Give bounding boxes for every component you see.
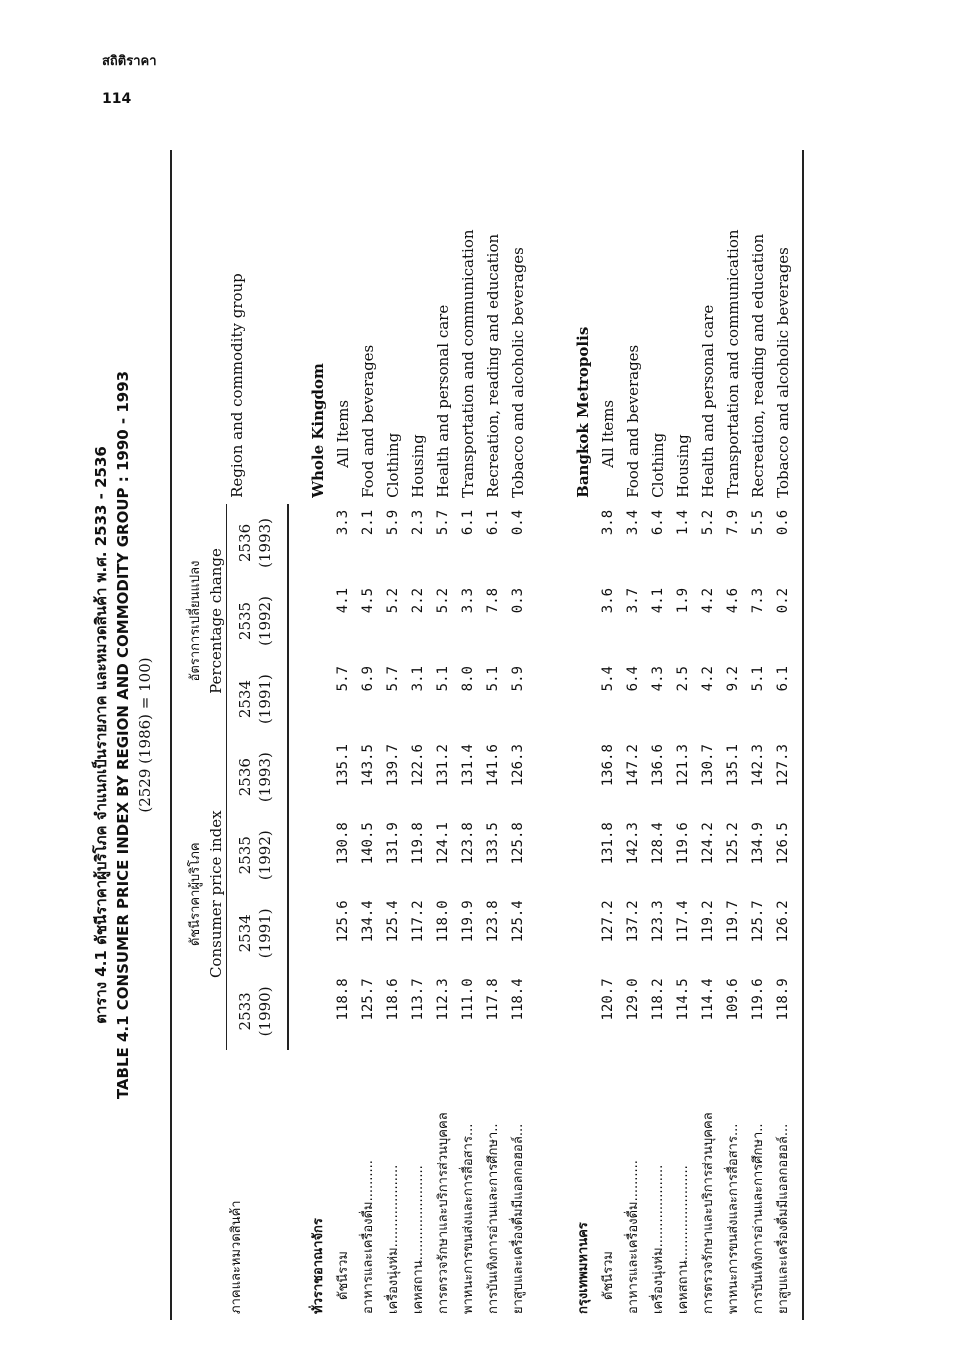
commodity-label-thai: การบันเทิงการอ่านและการศึกษา.. (486, 1123, 501, 1314)
pct-change-value: 0.2 (771, 582, 803, 660)
region-name-thai: กรุงเทพมหานคร (576, 1222, 591, 1314)
year-ce-header: (1991) (255, 894, 288, 972)
cpi-header-english: Consumer price index (207, 810, 225, 979)
commodity-label-english: Health and personal care (434, 304, 452, 498)
commodity-label-thai: พาหนะการขนส่งและการสื่อสาร... (726, 1123, 741, 1314)
cpi-value: 130.7 (700, 744, 716, 787)
pct-change-value: 1.9 (675, 587, 691, 614)
region-name-english: Whole Kingdom (309, 363, 327, 498)
pct-change-value: 5.1 (750, 666, 766, 692)
pct-change-value: 4.1 (650, 587, 666, 614)
cpi-value: 117.2 (410, 900, 426, 943)
cpi-value: 142.3 (750, 744, 766, 787)
page-number: 114 (102, 91, 132, 107)
table-row (381, 150, 406, 1320)
cpi-value: 123.3 (650, 900, 666, 943)
commodity-label-thai: เคหสถาน....................... (676, 1165, 691, 1314)
cpi-value: 117.8 (485, 978, 501, 1021)
table-row (481, 150, 506, 1320)
title-english: TABLE 4.1 CONSUMER PRICE INDEX BY REGION AND COMMODITY GROUP : 1990 - 1993 (114, 370, 132, 1100)
table-row (596, 150, 621, 1320)
year-ce-header: (1993) (255, 504, 288, 582)
cpi-value: 128.4 (650, 822, 666, 865)
year-ce-header: (1992) (255, 582, 288, 660)
pct-change-value: 4.1 (335, 587, 351, 614)
year-be-header: 2535 (236, 601, 254, 641)
pct-change-value: 0.4 (510, 509, 526, 536)
cpi-value: 136.8 (600, 744, 616, 787)
table-row (356, 150, 381, 1320)
pct-change-value: 6.4 (625, 666, 641, 692)
commodity-label-thai: การตรวจรักษาและบริการส่วนบุคคล (701, 1112, 716, 1314)
pct-change-value: 6.9 (360, 666, 376, 692)
table-row (671, 150, 696, 1320)
cpi-value: 134.9 (750, 822, 766, 865)
cpi-value: 119.8 (410, 822, 426, 865)
commodity-label-english: Tobacco and alcoholic beverages (771, 150, 803, 504)
pct-change-value: 5.7 (385, 666, 401, 692)
cpi-value: 147.2 (625, 744, 641, 787)
cpi-value: 131.2 (435, 744, 451, 787)
cpi-group-header (171, 738, 227, 1050)
commodity-label-thai: เครื่องนุ่งห่ม.................... (386, 1164, 401, 1314)
table-row (506, 150, 531, 1320)
year-be-header: 2534 (236, 914, 254, 953)
table-row (406, 150, 431, 1320)
pct-change-value: 3.6 (600, 587, 616, 614)
pct-change-value: 6.1 (771, 660, 803, 738)
pct-change-value: 5.5 (750, 509, 766, 536)
pct-change-value: 7.9 (725, 509, 741, 536)
table-row (431, 150, 456, 1320)
thai-label-header: ภาคและหมวดสินค้า (171, 1050, 288, 1320)
pct-change-value: 3.3 (335, 509, 351, 536)
commodity-label-english: Health and personal care (699, 304, 717, 498)
cpi-value: 141.6 (485, 744, 501, 787)
pct-change-value: 5.9 (510, 666, 526, 692)
pct-change-value: 4.2 (700, 587, 716, 614)
pct-change-value: 7.8 (485, 587, 501, 614)
region-row (553, 150, 596, 1320)
commodity-label-english: Recreation, reading and education (749, 233, 767, 498)
cpi-value: 131.4 (460, 744, 476, 787)
cpi-value: 118.8 (335, 978, 351, 1021)
commodity-label-english: Clothing (384, 432, 402, 498)
pct-change-value: 9.2 (725, 666, 741, 692)
pct-change-value: 5.7 (435, 509, 451, 536)
commodity-label-english: Housing (674, 434, 692, 498)
cpi-value: 130.8 (335, 822, 351, 865)
commodity-label-english: Recreation, reading and education (484, 233, 502, 498)
year-ce-header: (1993) (255, 738, 288, 816)
title-thai: ตาราง 4.1 ดัชนีราคาผู้บริโภค จำแนกเป็นรายภาค และหมวดสินค้า พ.ศ. 2533 - 2536 (92, 446, 110, 1024)
cpi-value: 125.7 (750, 900, 766, 943)
table-row (771, 150, 803, 1320)
cpi-value: 109.6 (725, 978, 741, 1021)
pct-change-value: 3.8 (600, 509, 616, 536)
table-row (456, 150, 481, 1320)
commodity-label-thai: พาหนะการขนส่งและการสื่อสาร... (461, 1123, 476, 1314)
region-name-english: Bangkok Metropolis (574, 326, 592, 498)
commodity-label-thai: อาหารและเครื่องดื่ม.......... (361, 1160, 376, 1314)
cpi-value: 133.5 (485, 822, 501, 865)
cpi-value: 121.3 (675, 744, 691, 787)
cpi-value: 119.6 (750, 978, 766, 1021)
pct-change-value: 5.1 (435, 666, 451, 692)
cpi-value: 126.5 (771, 816, 803, 894)
cpi-value: 122.6 (410, 744, 426, 787)
cpi-value: 113.7 (410, 978, 426, 1021)
cpi-value: 135.1 (725, 744, 741, 787)
table-row (721, 150, 746, 1320)
cpi-value: 118.6 (385, 978, 401, 1021)
pct-change-value: 4.6 (725, 587, 741, 614)
pct-change-value: 0.3 (510, 587, 526, 614)
cpi-value: 123.8 (485, 900, 501, 943)
cpi-value: 120.7 (600, 978, 616, 1021)
commodity-label-thai: ดัชนีรวม (601, 1250, 616, 1300)
pct-change-value: 8.0 (460, 666, 476, 692)
pct-change-value: 3.1 (410, 666, 426, 692)
commodity-label-english: Food and beverages (624, 344, 642, 498)
running-header (102, 50, 157, 107)
commodity-label-english: Tobacco and alcoholic beverages (509, 247, 527, 498)
pct-change-value: 2.5 (675, 666, 691, 692)
cpi-value: 118.2 (650, 978, 666, 1021)
commodity-label-thai: เคหสถาน....................... (411, 1165, 426, 1314)
commodity-label-thai: ยาสูบและเครื่องดื่มมีแอลกอฮอล์... (771, 1050, 803, 1320)
cpi-value: 124.1 (435, 822, 451, 865)
cpi-value: 118.0 (435, 900, 451, 943)
pct-change-value: 3.7 (625, 587, 641, 614)
cpi-value: 112.3 (435, 978, 451, 1021)
cpi-value: 143.5 (360, 744, 376, 787)
cpi-header-thai: ดัชนีราคาผู้บริโภค (188, 842, 203, 947)
commodity-label-english: Transportation and communication (724, 229, 742, 498)
english-label-header: Region and commodity group (171, 150, 288, 504)
year-be-header: 2533 (236, 992, 254, 1031)
cpi-value: 111.0 (460, 978, 476, 1021)
cpi-value: 118.9 (771, 972, 803, 1050)
pct-change-value: 5.7 (335, 666, 351, 692)
pct-change-value: 5.2 (700, 509, 716, 536)
commodity-label-english: All Items (599, 399, 617, 468)
table-row (646, 150, 671, 1320)
cpi-value: 125.4 (510, 900, 526, 943)
pct-change-value: 5.9 (385, 509, 401, 536)
commodity-label-english: Clothing (649, 432, 667, 498)
cpi-value: 126.3 (510, 744, 526, 787)
pct-change-value: 6.1 (485, 509, 501, 536)
table-row (696, 150, 721, 1320)
cpi-value: 123.8 (460, 822, 476, 865)
commodity-label-english: All Items (334, 399, 352, 468)
cpi-value: 134.4 (360, 900, 376, 943)
pct-change-value: 6.4 (650, 509, 666, 536)
cpi-value: 127.3 (771, 738, 803, 816)
year-be-header: 2536 (236, 523, 254, 562)
year-ce-header: (1992) (255, 816, 288, 894)
pct-change-value: 3.3 (460, 587, 476, 614)
cpi-value: 124.2 (700, 822, 716, 865)
commodity-label-english: Transportation and communication (459, 229, 477, 498)
cpi-value: 125.6 (335, 900, 351, 943)
cpi-value: 117.4 (675, 900, 691, 943)
title-base: (2529 (1986) = 100) (136, 657, 154, 813)
table-row (746, 150, 771, 1320)
cpi-value: 114.4 (700, 978, 716, 1021)
table-row (331, 150, 356, 1320)
pct-change-value: 4.2 (700, 666, 716, 692)
pct-change-value: 0.6 (771, 504, 803, 582)
pct-change-value: 2.3 (410, 509, 426, 536)
table-body (288, 150, 803, 1320)
cpi-value: 119.6 (675, 822, 691, 865)
region-spacer (531, 150, 553, 1320)
pct-change-value: 2.2 (410, 587, 426, 614)
pct-group-header (171, 504, 227, 738)
cpi-value: 119.9 (460, 900, 476, 943)
year-be-header: 2534 (236, 679, 254, 719)
cpi-value: 125.2 (725, 822, 741, 865)
pct-change-value: 4.5 (360, 587, 376, 614)
cpi-value: 118.4 (510, 978, 526, 1021)
cpi-value: 136.6 (650, 744, 666, 787)
pct-change-value: 1.4 (675, 509, 691, 536)
table-row (621, 150, 646, 1320)
year-ce-header: (1991) (255, 660, 288, 738)
year-be-header: 2535 (236, 836, 254, 875)
commodity-label-thai: การบันเทิงการอ่านและการศึกษา.. (751, 1123, 766, 1314)
pct-header-thai: อัตราการเปลี่ยนแปลง (188, 560, 203, 682)
cpi-value: 125.7 (360, 978, 376, 1021)
book-title: สถิติราคา (102, 54, 157, 69)
pct-header-english: Percentage change (207, 548, 225, 694)
pct-change-value: 6.1 (460, 509, 476, 536)
cpi-value: 131.8 (600, 822, 616, 865)
region-name-thai: ทั่วราชอาณาจักร (311, 1218, 326, 1314)
cpi-value: 127.2 (600, 900, 616, 943)
pct-change-value: 5.2 (435, 587, 451, 614)
region-row (288, 150, 331, 1320)
cpi-value: 114.5 (675, 978, 691, 1021)
pct-change-value: 2.1 (360, 509, 376, 536)
commodity-label-english: Food and beverages (359, 344, 377, 498)
cpi-value: 125.4 (385, 900, 401, 943)
commodity-label-thai: เครื่องนุ่งห่ม.................... (651, 1164, 666, 1314)
year-ce-header: (1990) (255, 972, 288, 1050)
pct-change-value: 5.2 (385, 587, 401, 614)
pct-change-value: 5.1 (485, 666, 501, 692)
cpi-value: 139.7 (385, 744, 401, 787)
pct-change-value: 7.3 (750, 587, 766, 614)
cpi-table (170, 150, 804, 1320)
commodity-label-thai: อาหารและเครื่องดื่ม.......... (626, 1160, 641, 1314)
year-be-header: 2536 (236, 758, 254, 797)
rotated-table-page (90, 150, 900, 1320)
cpi-value: 135.1 (335, 744, 351, 787)
cpi-value: 126.2 (771, 894, 803, 972)
commodity-label-thai: ยาสูบและเครื่องดื่มมีแอลกอฮอล์... (511, 1123, 526, 1314)
commodity-label-thai: ดัชนีรวม (336, 1250, 351, 1300)
cpi-value: 131.9 (385, 822, 401, 865)
cpi-value: 125.8 (510, 822, 526, 865)
cpi-value: 129.0 (625, 978, 641, 1021)
pct-change-value: 5.4 (600, 666, 616, 692)
table-title (90, 150, 156, 1320)
commodity-label-thai: การตรวจรักษาและบริการส่วนบุคคล (436, 1112, 451, 1314)
pct-change-value: 3.4 (625, 509, 641, 536)
cpi-value: 140.5 (360, 822, 376, 865)
commodity-label-english: Housing (409, 434, 427, 498)
cpi-value: 137.2 (625, 900, 641, 943)
pct-change-value: 4.3 (650, 666, 666, 692)
cpi-value: 142.3 (625, 822, 641, 865)
cpi-value: 119.2 (700, 900, 716, 943)
cpi-value: 119.7 (725, 900, 741, 943)
